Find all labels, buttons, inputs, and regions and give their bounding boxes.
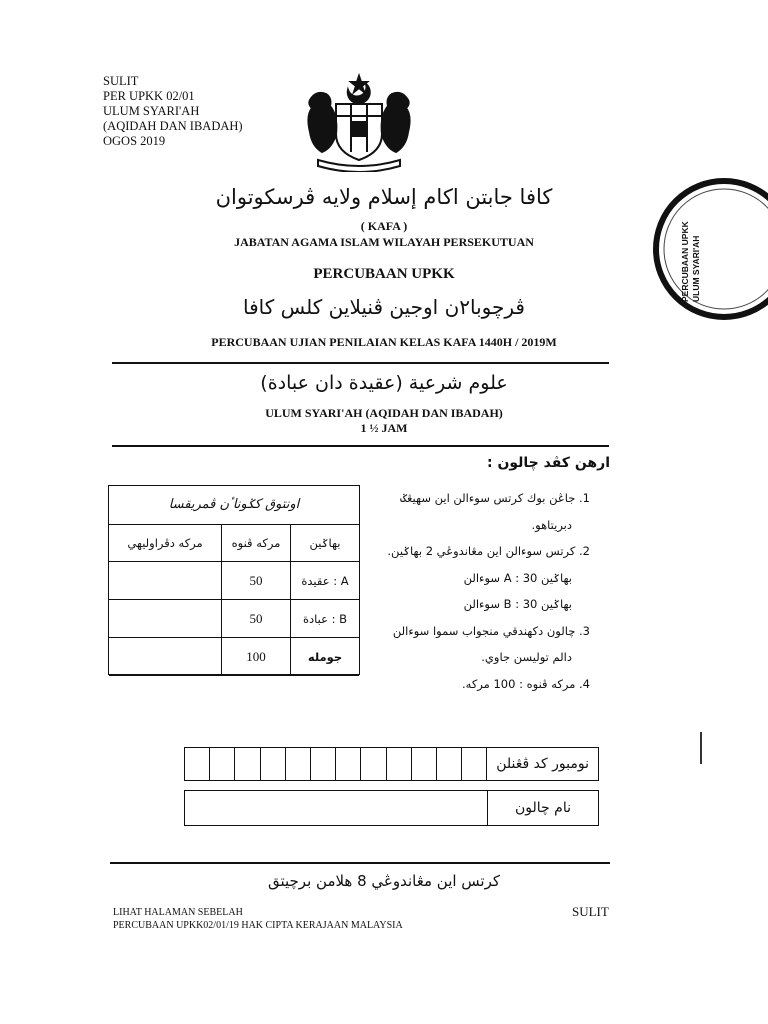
candidate-id-label: نومبور كد ڤڠنلن xyxy=(496,756,589,772)
page-count-note: كرتس اين مڠاندوڠي 8 هلامن برچيتق xyxy=(267,872,501,890)
stamp-line-2: ULUM SYARI'AH xyxy=(691,235,701,302)
id-digit-box[interactable] xyxy=(361,748,386,780)
instruction-line: 2. كرتس سوءالن اين مڠاندوڠي 2 بهاݢين. xyxy=(387,544,590,558)
instruction-line: دالم تولیسن جاوي. xyxy=(481,650,572,664)
id-digit-box[interactable] xyxy=(286,748,311,780)
id-digit-box[interactable] xyxy=(336,748,361,780)
header-line-date: OGOS 2019 xyxy=(103,134,166,148)
stamp-icon xyxy=(647,172,768,326)
instruction-line: بهاݢين A : 30 سوءالن xyxy=(463,570,572,585)
id-digit-box[interactable] xyxy=(387,748,412,780)
duration: 1 ½ JAM xyxy=(360,421,408,435)
title-percubaan: PERCUBAAN UPKK xyxy=(313,266,455,282)
column-header-section: بهاݢين xyxy=(291,524,360,562)
stamp-text xyxy=(676,206,706,306)
title-kafa: ( KAFA ) xyxy=(360,219,408,233)
marks-table-grid xyxy=(109,524,359,676)
id-digit-box[interactable] xyxy=(462,748,487,780)
candidate-name-label: نام چالون xyxy=(515,800,571,816)
header-line-code: PER UPKK 02/01 xyxy=(103,89,195,103)
header-line-subject: ULUM SYARI'AH xyxy=(103,104,200,118)
divider-bottom xyxy=(110,862,610,864)
table-header-row xyxy=(109,524,359,562)
divider-top xyxy=(112,362,609,364)
header-line-sulit: SULIT xyxy=(103,74,139,88)
candidate-name-field[interactable] xyxy=(184,790,599,826)
scan-edge-mark xyxy=(700,732,702,764)
marks-table-heading: اونتوق كݢوناٴن ڤمريقسا xyxy=(109,486,359,525)
cell-section: A : عقيدة xyxy=(291,562,360,600)
footer-left xyxy=(113,906,403,932)
id-digit-box[interactable] xyxy=(437,748,462,780)
table-row xyxy=(109,600,359,638)
header-line-subsubject: (AQIDAH DAN IBADAH) xyxy=(103,119,243,133)
footer-next-page: LIHAT HALAMAN SEBELAH xyxy=(113,907,243,918)
title-jabatan: JABATAN AGAMA ISLAM WILAYAH PERSEKUTUAN xyxy=(234,235,534,249)
id-digit-box[interactable] xyxy=(261,748,286,780)
instructions-list xyxy=(378,485,590,697)
table-row xyxy=(109,638,359,676)
cell-obtained[interactable] xyxy=(109,562,222,600)
title-jawi-sub: ڤرچوبا٢ن اوجين ڤنيلاين كلس كافا xyxy=(243,295,525,319)
cell-section: B : عبادة xyxy=(291,600,360,638)
column-header-full: مركه ڤنوه xyxy=(222,524,291,562)
id-digit-box[interactable] xyxy=(210,748,235,780)
table-row xyxy=(109,562,359,600)
footer-copyright: PERCUBAAN UPKK02/01/19 HAK CIPTA KERAJAAN MALAYSIA xyxy=(113,920,403,931)
marks-table xyxy=(108,485,360,675)
divider-middle xyxy=(112,445,609,447)
subject-jawi: علوم شرعية (عقيدة دان عبادة) xyxy=(260,372,508,394)
instruction-line: 3. چالون دكهندقي منجواب سموا سوءالن xyxy=(392,623,590,638)
title-percubaan-ujian: PERCUBAAN UJIAN PENILAIAN KELAS KAFA 1440H / 2019M xyxy=(211,335,557,349)
cell-full: 50 xyxy=(222,600,291,638)
cell-obtained[interactable] xyxy=(109,638,222,676)
title-jawi: كافا جابتن اكام إسلام ولايه ڤرسكوتوان xyxy=(215,185,553,209)
coat-of-arms-icon xyxy=(300,72,418,172)
id-digit-box[interactable] xyxy=(311,748,336,780)
column-header-obtained: مركه دڤراوليهي xyxy=(109,524,222,562)
instructions-title: ارهن كڤد چالون : xyxy=(486,455,610,471)
id-digit-box[interactable] xyxy=(235,748,260,780)
instruction-line: 4. مركه ڤنوه : 100 مركه. xyxy=(462,676,590,691)
cell-obtained[interactable] xyxy=(109,600,222,638)
footer-sulit: SULIT xyxy=(572,904,609,919)
instruction-line: دبريتاهو. xyxy=(531,517,572,532)
id-digit-box[interactable] xyxy=(412,748,437,780)
instruction-line: بهاݢين B : 30 سوءالن xyxy=(463,597,572,611)
id-digit-box[interactable] xyxy=(185,748,210,780)
header-info xyxy=(103,74,243,149)
cell-section: جوملە xyxy=(291,638,360,676)
stamp-line-1: PERCUBAAN UPKK xyxy=(680,221,690,302)
candidate-id-field[interactable] xyxy=(184,747,599,781)
cell-full: 100 xyxy=(222,638,291,676)
cell-full: 50 xyxy=(222,562,291,600)
subject-rumi: ULUM SYARI'AH (AQIDAH DAN IBADAH) xyxy=(265,406,503,420)
stamp-text-svg xyxy=(676,206,706,306)
instruction-line: 1. جاڠن بوك كرتس سوءالن اين سهيڠݢ xyxy=(400,491,590,505)
